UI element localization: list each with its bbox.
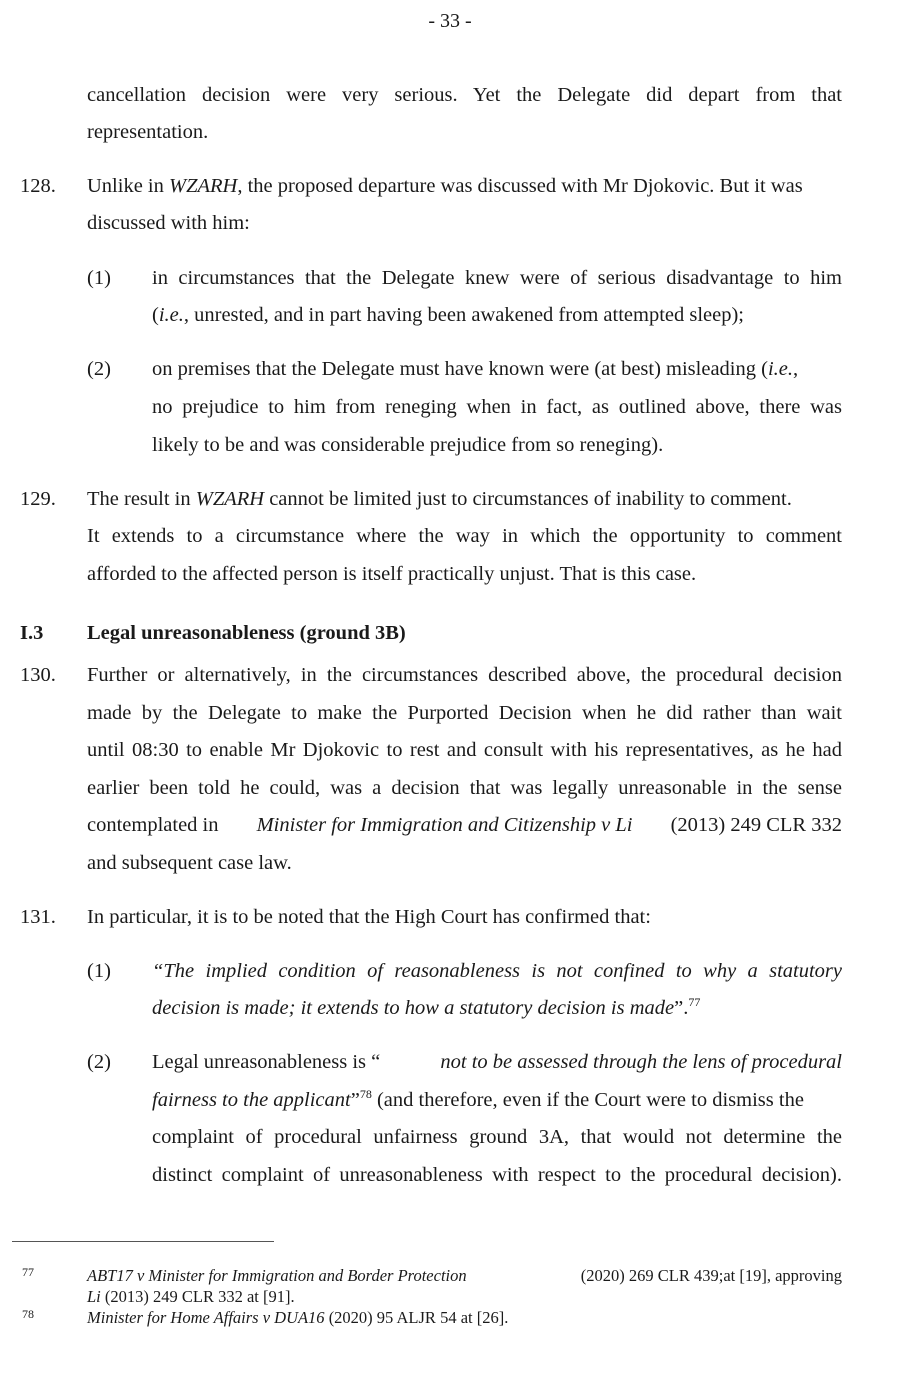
text: on premises that the Delegate must have known were (at best) misleading ( bbox=[152, 358, 768, 380]
item-label: (1) bbox=[87, 267, 111, 289]
paragraph-129-line: It extends to a circumstance where the way in which the opportunity to comment bbox=[87, 525, 842, 547]
quotation: decision is made; it extends to how a statutory decision is made bbox=[152, 997, 675, 1019]
footnote-separator bbox=[12, 1241, 274, 1242]
item-label: (2) bbox=[87, 1051, 111, 1073]
text: , bbox=[793, 358, 799, 380]
paragraph-number: 129. bbox=[20, 488, 56, 510]
case-name: Minister for Immigration and Citizenship v Li bbox=[256, 814, 633, 836]
text: Unlike in bbox=[87, 175, 169, 197]
case-name: Li bbox=[87, 1287, 101, 1306]
paragraph-128-line: discussed with him: bbox=[87, 212, 250, 234]
text: (2013) 249 CLR 332 at [91]. bbox=[100, 1287, 295, 1306]
item-line: in circumstances that the Delegate knew were of serious disadvantage to him bbox=[152, 267, 842, 289]
footnote-ref[interactable]: 77 bbox=[688, 995, 701, 1010]
text: ”. bbox=[674, 997, 689, 1019]
item-line: distinct complaint of unreasonableness with respect to the procedural decision). bbox=[152, 1164, 842, 1186]
paragraph-number: 131. bbox=[20, 906, 56, 928]
item-label: (1) bbox=[87, 960, 111, 982]
item-line bbox=[152, 997, 700, 1020]
case-name: WZARH bbox=[169, 175, 238, 197]
section-title: Legal unreasonableness (ground 3B) bbox=[87, 622, 406, 644]
abbrev: i.e. bbox=[767, 358, 793, 380]
paragraph-130-line: until 08:30 to enable Mr Djokovic to rest and consult with his representatives, as he had bbox=[87, 739, 842, 761]
text: (2013) 249 CLR 332 bbox=[670, 814, 842, 836]
section-number: I.3 bbox=[20, 622, 44, 644]
paragraph-130-line bbox=[87, 814, 842, 837]
quotation: not to be assessed through the lens of procedural bbox=[440, 1051, 842, 1073]
text: contemplated in bbox=[87, 814, 219, 836]
text: (2020) 269 CLR 439;at [19], approving bbox=[580, 1266, 842, 1285]
paragraph-131-line: In particular, it is to be noted that the High Court has confirmed that: bbox=[87, 906, 651, 928]
item-line: likely to be and was considerable prejudice from so reneging). bbox=[152, 434, 664, 456]
footnote-line bbox=[87, 1266, 842, 1286]
text: ” bbox=[350, 1089, 360, 1111]
item-line bbox=[152, 960, 842, 983]
text: ( bbox=[152, 304, 159, 326]
footnote-ref[interactable]: 78 bbox=[359, 1087, 372, 1102]
paragraph-129-line: afforded to the affected person is itself practically unjust. That is this case. bbox=[87, 563, 697, 585]
case-name: WZARH bbox=[195, 488, 265, 510]
abbrev: i.e. bbox=[158, 304, 184, 326]
paragraph-number: 128. bbox=[20, 175, 56, 197]
item-line bbox=[152, 304, 744, 327]
item-line bbox=[152, 1089, 842, 1112]
paragraph-128-line bbox=[87, 175, 842, 198]
item-line bbox=[152, 358, 798, 381]
paragraph-130-line: earlier been told he could, was a decision that was legally unreasonable in the sense bbox=[87, 777, 842, 799]
text: , unrested, and in part having been awakened from attempted sleep); bbox=[183, 304, 745, 326]
case-name: ABT17 v Minister for Immigration and Border Protection bbox=[87, 1266, 467, 1285]
footnote-line bbox=[87, 1287, 295, 1307]
paragraph-130-line: made by the Delegate to make the Purported Decision when he did rather than wait bbox=[87, 702, 842, 724]
footnote-number: 78 bbox=[22, 1307, 34, 1321]
paragraph-129-line bbox=[87, 488, 792, 511]
item-line bbox=[152, 1051, 842, 1074]
footnote-line bbox=[87, 1308, 508, 1328]
text: The result in bbox=[87, 488, 196, 510]
paragraph-number: 130. bbox=[20, 664, 56, 686]
quotation: fairness to the applicant bbox=[152, 1089, 351, 1111]
item-label: (2) bbox=[87, 358, 111, 380]
text: Legal unreasonableness is “ bbox=[152, 1051, 381, 1073]
text: cannot be limited just to circumstances of inability to comment. bbox=[264, 488, 792, 510]
item-line: complaint of procedural unfairness ground 3A, that would not determine the bbox=[152, 1126, 842, 1148]
paragraph-130-line: and subsequent case law. bbox=[87, 852, 292, 874]
intro-line: cancellation decision were very serious. Yet the Delegate did depart from that bbox=[87, 84, 842, 106]
footnote-number: 77 bbox=[22, 1265, 34, 1279]
case-name: Minister for Home Affairs v DUA16 bbox=[87, 1308, 325, 1327]
text: (2020) 95 ALJR 54 at [26]. bbox=[324, 1308, 509, 1327]
quotation: “The implied condition of reasonableness is not confined to why a statutory bbox=[152, 960, 842, 982]
text: , the proposed departure was discussed with Mr Djokovic. But it was bbox=[237, 175, 803, 197]
page-number: - 33 - bbox=[428, 10, 472, 32]
intro-line: representation. bbox=[87, 121, 209, 143]
item-line: no prejudice to him from reneging when in fact, as outlined above, there was bbox=[152, 396, 842, 418]
paragraph-130-line: Further or alternatively, in the circumstances described above, the procedural decision bbox=[87, 664, 842, 686]
text: (and therefore, even if the Court were to dismiss the bbox=[371, 1089, 804, 1111]
